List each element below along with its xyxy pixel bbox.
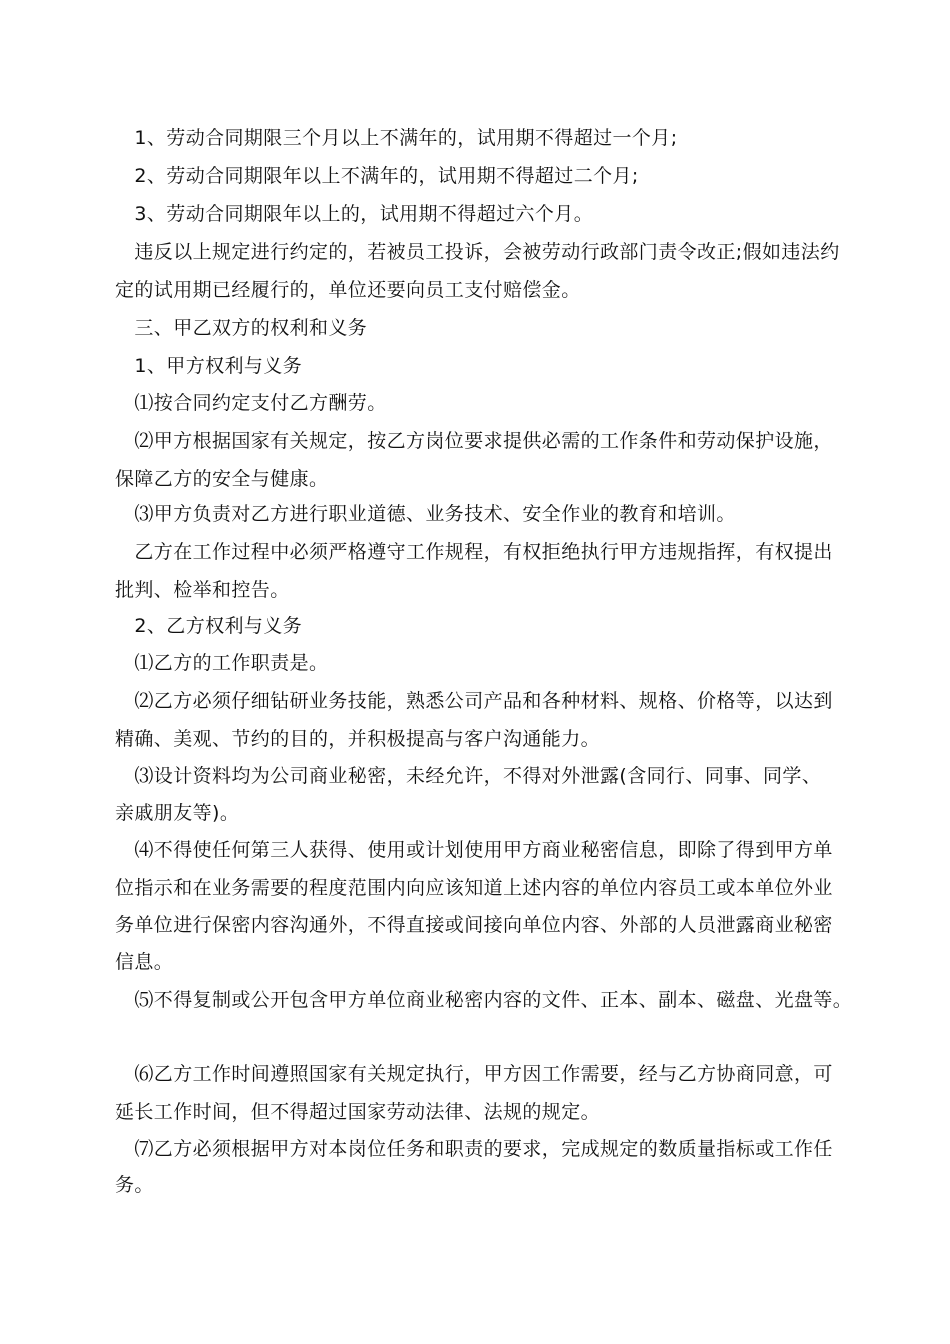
party-b-item-2-line-1: ⑵乙方必须仔细钻研业务技能，熟悉公司产品和各种材料、规格、价格等，以达到 xyxy=(115,690,833,712)
party-b-item-6-line-1: ⑹乙方工作时间遵照国家有关规定执行，甲方因工作需要，经与乙方协商同意，可 xyxy=(115,1063,833,1085)
party-b-item-1: ⑴乙方的工作职责是。 xyxy=(115,652,329,674)
party-b-rights-line-2: 批判、检举和控告。 xyxy=(115,579,290,601)
party-a-item-2-line-1: ⑵甲方根据国家有关规定，按乙方岗位要求提供必需的工作条件和劳动保护设施， xyxy=(115,430,833,452)
section-three-heading: 三、甲乙双方的权利和义务 xyxy=(115,317,368,339)
party-a-item-2-line-2: 保障乙方的安全与健康。 xyxy=(115,468,329,490)
party-b-item-4-line-2: 位指示和在业务需要的程度范围内向应该知道上述内容的单位内容员工或本单位外业 xyxy=(115,877,833,899)
party-b-subheading: 2、乙方权利与义务 xyxy=(115,615,303,637)
party-b-item-3-line-2: 亲戚朋友等)。 xyxy=(115,802,240,824)
party-a-item-3: ⑶甲方负责对乙方进行职业道德、业务技术、安全作业的教育和培训。 xyxy=(115,503,736,525)
party-a-subheading: 1、甲方权利与义务 xyxy=(115,355,303,377)
party-b-item-4-line-4: 信息。 xyxy=(115,951,174,973)
party-b-rights-line-1: 乙方在工作过程中必须严格遵守工作规程，有权拒绝执行甲方违规指挥，有权提出 xyxy=(115,541,833,563)
party-b-item-4-line-1: ⑷不得使任何第三人获得、使用或计划使用甲方商业秘密信息，即除了得到甲方单 xyxy=(115,839,833,861)
probation-rule-1: 1、劳动合同期限三个月以上不满年的，试用期不得超过一个月; xyxy=(115,127,678,149)
party-b-item-6-line-2: 延长工作时间，但不得超过国家劳动法律、法规的规定。 xyxy=(115,1101,601,1123)
probation-rule-2: 2、劳动合同期限年以上不满年的，试用期不得超过二个月; xyxy=(115,165,639,187)
party-b-item-7-line-2: 务。 xyxy=(115,1174,154,1196)
party-b-item-2-line-2: 精确、美观、节约的目的，并积极提高与客户沟通能力。 xyxy=(115,728,601,750)
violation-paragraph-line-2: 定的试用期已经履行的，单位还要向员工支付赔偿金。 xyxy=(115,279,581,301)
party-b-item-7-line-1: ⑺乙方必须根据甲方对本岗位任务和职责的要求，完成规定的数质量指标或工作任 xyxy=(115,1138,833,1160)
violation-paragraph-line-1: 违反以上规定进行约定的，若被员工投诉，会被劳动行政部门责令改正;假如违法约 xyxy=(115,241,840,263)
probation-rule-3: 3、劳动合同期限年以上的，试用期不得超过六个月。 xyxy=(115,203,594,225)
party-b-item-4-line-3: 务单位进行保密内容沟通外，不得直接或间接向单位内容、外部的人员泄露商业秘密 xyxy=(115,914,833,936)
party-b-item-3-line-1: ⑶设计资料均为公司商业秘密，未经允许，不得对外泄露(含同行、同事、同学、 xyxy=(115,765,822,787)
party-b-item-5: ⑸不得复制或公开包含甲方单位商业秘密内容的文件、正本、副本、磁盘、光盘等。 xyxy=(115,989,853,1011)
party-a-item-1: ⑴按合同约定支付乙方酬劳。 xyxy=(115,392,387,414)
